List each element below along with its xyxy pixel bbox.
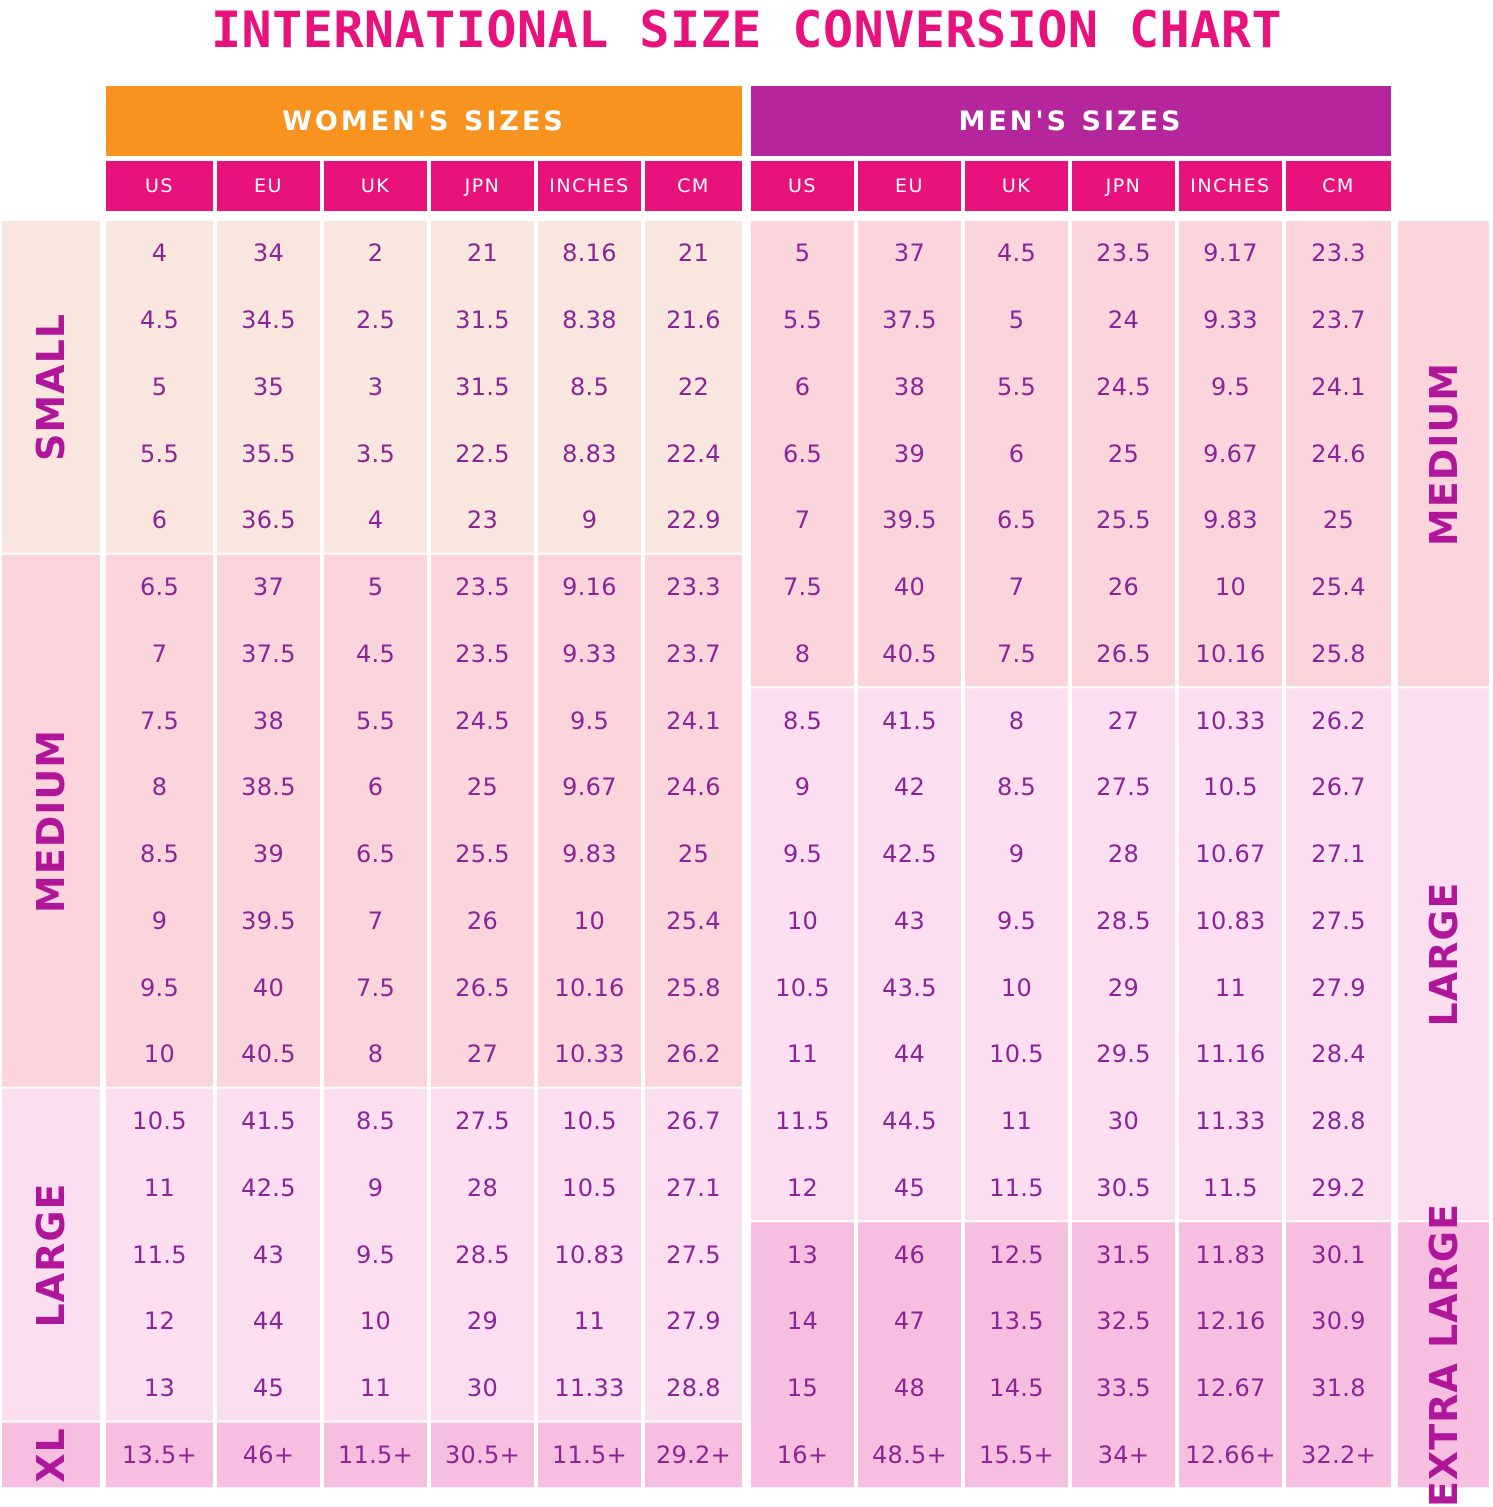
women-size-cell: 2	[367, 239, 384, 268]
men-size-cell: 10.33	[1195, 706, 1266, 735]
women-size-cell: 10	[143, 1040, 176, 1069]
men-size-cell: 12.5	[989, 1240, 1044, 1269]
men-size-cell: 32.2+	[1300, 1440, 1377, 1469]
women-size-cell: 13	[143, 1374, 176, 1403]
men-size-cell: 40	[893, 573, 926, 602]
men-size-cell: 12.16	[1195, 1307, 1266, 1336]
men-column-header-eu: EU	[858, 161, 961, 211]
women-size-cell: 6	[367, 773, 384, 802]
men-size-band-label: EXTRA LARGE	[1421, 1202, 1466, 1507]
women-size-cell: 9	[367, 1173, 384, 1202]
women-size-cell: 7.5	[355, 973, 396, 1002]
women-size-cell: 38.5	[241, 773, 296, 802]
women-size-cell: 26	[466, 906, 499, 935]
women-size-cell: 38	[252, 706, 285, 735]
men-size-cell: 30.5	[1096, 1173, 1151, 1202]
women-size-cell: 9.67	[562, 773, 617, 802]
women-size-cell: 9	[151, 906, 168, 935]
women-size-cell: 45	[252, 1374, 285, 1403]
men-size-cell: 9	[1008, 840, 1025, 869]
women-size-cell: 39.5	[241, 906, 296, 935]
men-size-cell: 12.67	[1195, 1374, 1266, 1403]
men-size-cell: 30.1	[1311, 1240, 1366, 1269]
women-size-cell: 25	[677, 840, 710, 869]
men-size-cell: 24.1	[1311, 372, 1366, 401]
women-size-cell: 28.5	[455, 1240, 510, 1269]
men-size-cell: 42.5	[882, 840, 937, 869]
women-size-cell: 23.5	[455, 573, 510, 602]
men-size-cell: 48	[893, 1374, 926, 1403]
women-size-cell: 10	[359, 1307, 392, 1336]
women-size-cell: 26.2	[666, 1040, 721, 1069]
men-size-cell: 29.2	[1311, 1173, 1366, 1202]
women-size-cell: 11.5	[132, 1240, 187, 1269]
women-size-cell: 11.33	[554, 1374, 625, 1403]
women-size-cell: 9.5	[139, 973, 180, 1002]
men-size-cell: 13.5	[989, 1307, 1044, 1336]
men-size-cell: 39	[893, 439, 926, 468]
men-size-cell: 28.4	[1311, 1040, 1366, 1069]
men-size-cell: 29	[1107, 973, 1140, 1002]
men-size-cell: 31.5	[1096, 1240, 1151, 1269]
women-size-band-label: XL	[29, 1427, 73, 1483]
women-size-cell: 30.5+	[444, 1440, 521, 1469]
women-size-cell: 22.4	[666, 439, 721, 468]
men-size-cell: 32.5	[1096, 1307, 1151, 1336]
women-size-cell: 29	[466, 1307, 499, 1336]
women-size-cell: 10.5	[132, 1107, 187, 1136]
men-sizes-header-label: MEN'S SIZES	[958, 105, 1184, 137]
women-size-cell: 23.3	[666, 573, 721, 602]
men-size-cell: 10.5	[989, 1040, 1044, 1069]
men-size-cell: 10.5	[775, 973, 830, 1002]
women-size-cell: 37.5	[241, 639, 296, 668]
men-size-cell: 7	[794, 506, 811, 535]
men-size-cell: 25.8	[1311, 639, 1366, 668]
men-size-cell: 9.17	[1203, 239, 1258, 268]
men-size-cell: 28.5	[1096, 906, 1151, 935]
women-size-cell: 10.5	[562, 1173, 617, 1202]
men-size-cell: 10.83	[1195, 906, 1266, 935]
women-size-cell: 8.5	[569, 372, 610, 401]
women-size-cell: 8.38	[562, 306, 617, 335]
women-size-cell: 5.5	[355, 706, 396, 735]
women-size-cell: 26.7	[666, 1107, 721, 1136]
men-size-cell: 30.9	[1311, 1307, 1366, 1336]
men-size-cell: 12	[786, 1173, 819, 1202]
women-size-cell: 30	[466, 1374, 499, 1403]
men-size-cell: 11.5	[1203, 1173, 1258, 1202]
men-size-cell: 41.5	[882, 706, 937, 735]
men-size-cell: 38	[893, 372, 926, 401]
men-size-cell: 39.5	[882, 506, 937, 535]
women-size-cell: 9.83	[562, 840, 617, 869]
men-size-cell: 25.4	[1311, 573, 1366, 602]
men-size-band-label: MEDIUM	[1421, 361, 1466, 546]
men-size-cell: 24.5	[1096, 372, 1151, 401]
women-size-cell: 8	[151, 773, 168, 802]
women-size-cell: 25	[466, 773, 499, 802]
men-size-cell: 5	[794, 239, 811, 268]
men-size-cell: 7.5	[996, 639, 1037, 668]
men-size-cell: 11.33	[1195, 1107, 1266, 1136]
men-size-cell: 29.5	[1096, 1040, 1151, 1069]
women-size-cell: 31.5	[455, 372, 510, 401]
women-size-cell: 36.5	[241, 506, 296, 535]
men-size-cell: 27.1	[1311, 840, 1366, 869]
men-size-cell: 14.5	[989, 1374, 1044, 1403]
women-size-cell: 4	[367, 506, 384, 535]
men-size-cell: 14	[786, 1307, 819, 1336]
men-size-cell: 28.8	[1311, 1107, 1366, 1136]
women-size-cell: 34.5	[241, 306, 296, 335]
men-size-cell: 23.3	[1311, 239, 1366, 268]
men-size-cell: 24	[1107, 306, 1140, 335]
women-size-cell: 10.33	[554, 1040, 625, 1069]
men-size-cell: 44	[893, 1040, 926, 1069]
women-size-cell: 6.5	[139, 573, 180, 602]
women-size-cell: 8.5	[139, 840, 180, 869]
women-size-cell: 7	[367, 906, 384, 935]
men-size-cell: 10.16	[1195, 639, 1266, 668]
men-size-cell: 27.9	[1311, 973, 1366, 1002]
men-size-cell: 10	[1214, 573, 1247, 602]
women-size-cell: 4.5	[139, 306, 180, 335]
men-size-cell: 6.5	[996, 506, 1037, 535]
women-size-cell: 24.6	[666, 773, 721, 802]
women-size-cell: 23.7	[666, 639, 721, 668]
women-size-cell: 7	[151, 639, 168, 668]
men-size-cell: 6	[794, 372, 811, 401]
men-size-band-label: LARGE	[1421, 881, 1466, 1027]
men-size-cell: 9.83	[1203, 506, 1258, 535]
women-size-cell: 10.16	[554, 973, 625, 1002]
men-size-cell: 10	[1000, 973, 1033, 1002]
women-size-cell: 29.2+	[655, 1440, 732, 1469]
men-size-cell: 26.7	[1311, 773, 1366, 802]
men-size-cell: 25	[1322, 506, 1355, 535]
men-size-cell: 8.5	[996, 773, 1037, 802]
men-size-cell: 31.8	[1311, 1374, 1366, 1403]
men-size-cell: 5.5	[782, 306, 823, 335]
men-size-cell: 34+	[1097, 1440, 1150, 1469]
women-column-header-uk: UK	[324, 161, 427, 211]
women-size-cell: 11.5+	[551, 1440, 628, 1469]
men-size-cell: 37.5	[882, 306, 937, 335]
men-size-cell: 25.5	[1096, 506, 1151, 535]
women-size-cell: 4.5	[355, 639, 396, 668]
women-size-cell: 2.5	[355, 306, 396, 335]
men-size-cell: 8.5	[782, 706, 823, 735]
men-size-cell: 26.5	[1096, 639, 1151, 668]
men-column-header-uk: UK	[965, 161, 1068, 211]
women-size-cell: 5.5	[139, 439, 180, 468]
men-size-cell: 15	[786, 1374, 819, 1403]
women-column-header-us: US	[106, 161, 213, 211]
men-size-cell: 23.7	[1311, 306, 1366, 335]
men-size-cell: 45	[893, 1173, 926, 1202]
page-title: INTERNATIONAL SIZE CONVERSION CHART	[210, 1, 1283, 59]
women-size-cell: 27.9	[666, 1307, 721, 1336]
women-size-cell: 10.83	[554, 1240, 625, 1269]
women-size-cell: 21	[466, 239, 499, 268]
women-size-cell: 31.5	[455, 306, 510, 335]
women-column-header-inches: INCHES	[538, 161, 641, 211]
women-size-cell: 10.5	[562, 1107, 617, 1136]
men-size-cell: 10.67	[1195, 840, 1266, 869]
men-size-cell: 15.5+	[978, 1440, 1055, 1469]
men-size-cell: 16+	[776, 1440, 829, 1469]
men-size-cell: 5.5	[996, 372, 1037, 401]
women-size-cell: 27.5	[666, 1240, 721, 1269]
women-size-cell: 35	[252, 372, 285, 401]
women-size-cell: 9.33	[562, 639, 617, 668]
women-size-cell: 22	[677, 372, 710, 401]
women-size-cell: 13.5+	[121, 1440, 198, 1469]
men-column-header-inches: INCHES	[1179, 161, 1282, 211]
women-size-band-label: MEDIUM	[29, 728, 73, 913]
women-size-cell: 21	[677, 239, 710, 268]
men-size-cell: 11.83	[1195, 1240, 1266, 1269]
men-size-cell: 30	[1107, 1107, 1140, 1136]
women-size-cell: 8.83	[562, 439, 617, 468]
men-size-cell: 42	[893, 773, 926, 802]
women-size-cell: 37	[252, 573, 285, 602]
men-size-cell: 48.5+	[871, 1440, 948, 1469]
men-size-cell: 26	[1107, 573, 1140, 602]
men-size-cell: 7	[1008, 573, 1025, 602]
women-size-cell: 5	[151, 372, 168, 401]
men-size-cell: 25	[1107, 439, 1140, 468]
men-size-cell: 27.5	[1311, 906, 1366, 935]
men-size-cell: 28	[1107, 840, 1140, 869]
women-size-cell: 6.5	[355, 840, 396, 869]
men-size-cell: 26.2	[1311, 706, 1366, 735]
women-size-cell: 7.5	[139, 706, 180, 735]
women-size-cell: 25.4	[666, 906, 721, 935]
women-size-cell: 3	[367, 372, 384, 401]
men-size-cell: 12.66+	[1185, 1440, 1276, 1469]
women-size-band-label: SMALL	[29, 312, 73, 461]
men-size-cell: 5	[1008, 306, 1025, 335]
women-size-cell: 10	[573, 906, 606, 935]
women-size-cell: 40	[252, 973, 285, 1002]
men-size-cell: 27	[1107, 706, 1140, 735]
women-size-cell: 28.8	[666, 1374, 721, 1403]
women-size-cell: 22.5	[455, 439, 510, 468]
men-size-cell: 9	[794, 773, 811, 802]
men-size-cell: 6	[1008, 439, 1025, 468]
women-sizes-header-label: WOMEN'S SIZES	[282, 105, 566, 137]
men-column-header-cm: CM	[1286, 161, 1391, 211]
men-size-cell: 37	[893, 239, 926, 268]
men-size-cell: 7.5	[782, 573, 823, 602]
men-size-cell: 11.16	[1195, 1040, 1266, 1069]
women-size-cell: 25.5	[455, 840, 510, 869]
women-size-cell: 8.16	[562, 239, 617, 268]
men-size-cell: 33.5	[1096, 1374, 1151, 1403]
men-size-cell: 11.5	[989, 1173, 1044, 1202]
men-size-cell: 46	[893, 1240, 926, 1269]
men-size-cell: 8	[794, 639, 811, 668]
women-size-cell: 39	[252, 840, 285, 869]
women-size-cell: 24.5	[455, 706, 510, 735]
women-size-cell: 27.5	[455, 1107, 510, 1136]
women-size-cell: 40.5	[241, 1040, 296, 1069]
women-size-cell: 42.5	[241, 1173, 296, 1202]
women-size-cell: 8	[367, 1040, 384, 1069]
men-size-cell: 9.5	[996, 906, 1037, 935]
women-size-cell: 35.5	[241, 439, 296, 468]
women-size-cell: 21.6	[666, 306, 721, 335]
women-size-band-label: LARGE	[29, 1182, 73, 1328]
women-size-cell: 34	[252, 239, 285, 268]
men-size-cell: 11	[1214, 973, 1247, 1002]
women-column-header-jpn: JPN	[431, 161, 534, 211]
women-size-cell: 24.1	[666, 706, 721, 735]
men-size-cell: 11.5	[775, 1107, 830, 1136]
women-column-header-eu: EU	[217, 161, 320, 211]
men-size-cell: 43.5	[882, 973, 937, 1002]
women-size-cell: 25.8	[666, 973, 721, 1002]
men-column-header-us: US	[751, 161, 854, 211]
women-size-cell: 41.5	[241, 1107, 296, 1136]
women-size-cell: 9.16	[562, 573, 617, 602]
women-size-cell: 5	[367, 573, 384, 602]
men-size-cell: 47	[893, 1307, 926, 1336]
women-size-cell: 27.1	[666, 1173, 721, 1202]
men-size-cell: 43	[893, 906, 926, 935]
women-size-cell: 4	[151, 239, 168, 268]
men-size-cell: 11	[1000, 1107, 1033, 1136]
men-size-cell: 27.5	[1096, 773, 1151, 802]
men-size-cell: 4.5	[996, 239, 1037, 268]
women-size-cell: 9.5	[355, 1240, 396, 1269]
men-size-cell: 6.5	[782, 439, 823, 468]
men-size-cell: 8	[1008, 706, 1025, 735]
men-size-cell: 10.5	[1203, 773, 1258, 802]
women-size-cell: 11	[573, 1307, 606, 1336]
women-size-cell: 9.5	[569, 706, 610, 735]
men-size-cell: 9.33	[1203, 306, 1258, 335]
women-size-cell: 46+	[242, 1440, 295, 1469]
men-size-cell: 40.5	[882, 639, 937, 668]
women-size-cell: 11	[359, 1374, 392, 1403]
women-size-cell: 11.5+	[337, 1440, 414, 1469]
men-size-cell: 9.67	[1203, 439, 1258, 468]
men-size-cell: 11	[786, 1040, 819, 1069]
men-size-cell: 9.5	[1210, 372, 1251, 401]
men-column-header-jpn: JPN	[1072, 161, 1175, 211]
women-size-cell: 27	[466, 1040, 499, 1069]
women-size-cell: 43	[252, 1240, 285, 1269]
women-size-cell: 3.5	[355, 439, 396, 468]
women-size-cell: 26.5	[455, 973, 510, 1002]
women-size-cell: 12	[143, 1307, 176, 1336]
men-size-cell: 13	[786, 1240, 819, 1269]
women-column-header-cm: CM	[645, 161, 742, 211]
women-size-cell: 23	[466, 506, 499, 535]
women-size-cell: 6	[151, 506, 168, 535]
men-size-cell: 10	[786, 906, 819, 935]
men-size-cell: 23.5	[1096, 239, 1151, 268]
women-size-cell: 11	[143, 1173, 176, 1202]
women-size-cell: 28	[466, 1173, 499, 1202]
women-size-cell: 8.5	[355, 1107, 396, 1136]
women-size-cell: 9	[581, 506, 598, 535]
women-size-cell: 23.5	[455, 639, 510, 668]
men-size-cell: 44.5	[882, 1107, 937, 1136]
men-size-cell: 24.6	[1311, 439, 1366, 468]
women-size-cell: 22.9	[666, 506, 721, 535]
women-size-cell: 44	[252, 1307, 285, 1336]
men-size-cell: 9.5	[782, 840, 823, 869]
